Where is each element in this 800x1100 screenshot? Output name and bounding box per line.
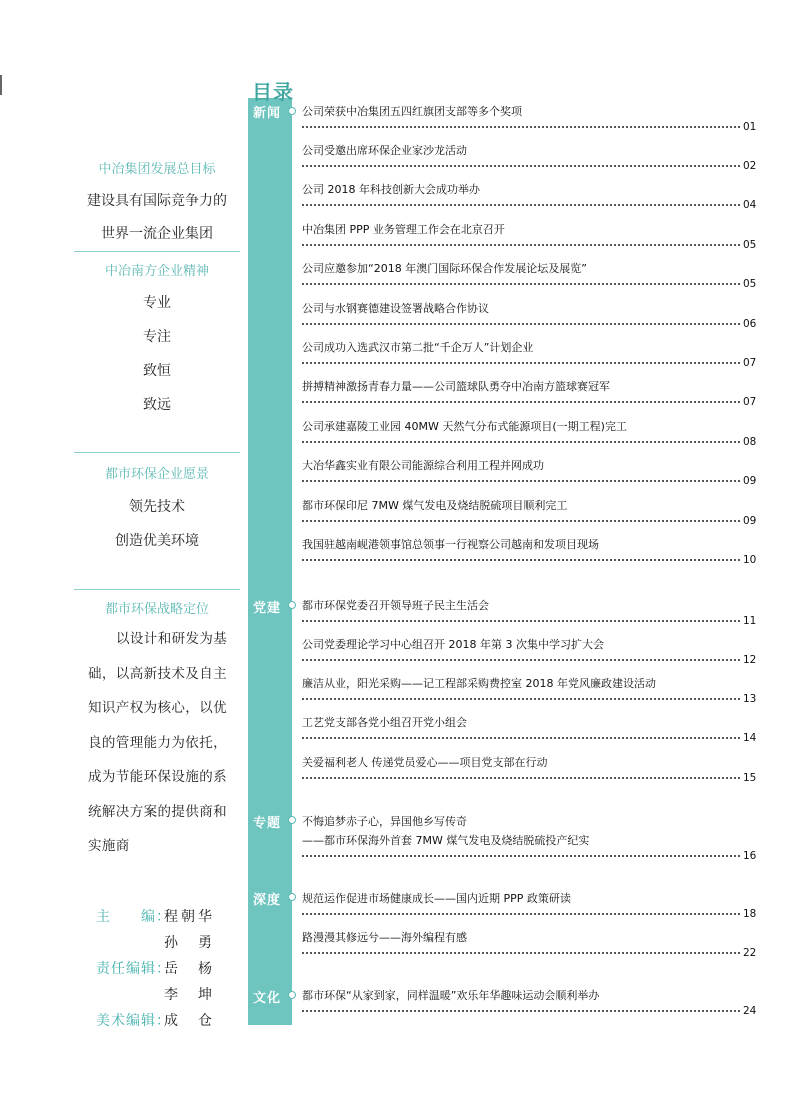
- leader-dots: [302, 777, 740, 779]
- leader-dots: [302, 559, 740, 561]
- category-feature: 专题: [253, 816, 282, 831]
- leader-dots: [302, 1010, 740, 1012]
- staff-name: 程朝华: [164, 909, 215, 925]
- leader-dots: [302, 441, 740, 443]
- leader-dots: [302, 362, 740, 364]
- leader-dots: [302, 165, 740, 167]
- category-culture: 文化: [253, 991, 282, 1006]
- toc-entry-title[interactable]: 公司与水钢赛德建设签署战略合作协议: [302, 302, 489, 315]
- toc-entry-title[interactable]: 公司成功入选武汉市第二批“千企万人”计划企业: [302, 341, 534, 354]
- staff-role-responsible-editor: 责任编辑：: [96, 961, 171, 977]
- page-number: 16: [743, 850, 757, 862]
- page-number: 08: [743, 436, 757, 448]
- toc-entry-title[interactable]: 不悔追梦赤子心，异国他乡写传奇: [302, 815, 467, 828]
- group-goal-line: 世界一流企业集团: [101, 226, 213, 242]
- page-number: 06: [743, 318, 757, 330]
- toc-entry-title[interactable]: 我国驻越南岘港领事馆总领事一行视察公司越南和发项目现场: [302, 538, 599, 551]
- corner-mark: [0, 75, 2, 95]
- section-title-group-goal: 中冶集团发展总目标: [98, 161, 216, 176]
- category-bar: [248, 98, 292, 1025]
- leader-dots: [302, 952, 740, 954]
- divider: [74, 452, 240, 453]
- section-title-spirit: 中冶南方企业精神: [104, 263, 209, 278]
- spirit-line: 专注: [143, 329, 171, 345]
- toc-entry-title[interactable]: 公司应邀参加“2018 年澳门国际环保合作发展论坛及展览”: [302, 262, 587, 275]
- leader-dots: [302, 620, 740, 622]
- toc-entry-subtitle[interactable]: ——都市环保海外首套 7MW 煤气发电及烧结脱硫投产纪实: [302, 834, 590, 847]
- toc-entry-title[interactable]: 都市环保党委召开领导班子民主生活会: [302, 599, 489, 612]
- leader-dots: [302, 401, 740, 403]
- page-number: 14: [743, 732, 757, 744]
- toc-entry-title[interactable]: 公司承建嘉陵工业园 40MW 天然气分布式能源项目(一期工程)完工: [302, 420, 627, 433]
- page-number: 07: [743, 396, 757, 408]
- page-number: 12: [743, 654, 757, 666]
- toc-entry-title[interactable]: 规范运作促进市场健康成长——国内近期 PPP 政策研读: [302, 892, 571, 905]
- category-news: 新闻: [253, 106, 282, 121]
- leader-dots: [302, 480, 740, 482]
- strategy-paragraph: 以设计和研发为基础，以高新技术及自主知识产权为核心，以优良的管理能力为依托，成为节能环保设施的系统解决方案的提供商和实施商: [88, 631, 228, 854]
- page-number: 18: [743, 908, 757, 920]
- leader-dots: [302, 244, 740, 246]
- staff-name: 孙 勇: [164, 935, 215, 951]
- toc-entry-title[interactable]: 中冶集团 PPP 业务管理工作会在北京召开: [302, 223, 505, 236]
- staff-name: 李 坤: [164, 987, 215, 1003]
- divider: [74, 251, 240, 252]
- bullet-icon: [288, 816, 296, 824]
- staff-name: 岳 杨: [164, 961, 215, 977]
- leader-dots: [302, 520, 740, 522]
- page-number: 09: [743, 515, 757, 527]
- staff-name: 成 仓: [164, 1013, 215, 1029]
- toc-entry-title[interactable]: 关爱福利老人 传递党员爱心——项目党支部在行动: [302, 756, 548, 769]
- toc-entry-title[interactable]: 公司党委理论学习中心组召开 2018 年第 3 次集中学习扩大会: [302, 638, 604, 651]
- toc-entry-title[interactable]: 公司荣获中冶集团五四红旗团支部等多个奖项: [302, 105, 522, 118]
- toc-entry-title[interactable]: 廉洁从业，阳光采购——记工程部采购费控室 2018 年党风廉政建设活动: [302, 677, 656, 690]
- page-number: 02: [743, 160, 757, 172]
- staff-role-editor: 主 编：: [96, 909, 171, 925]
- page-number: 24: [743, 1005, 757, 1017]
- page-number: 04: [743, 199, 757, 211]
- section-title-strategy: 都市环保战略定位: [104, 601, 209, 616]
- toc-entry-title[interactable]: 都市环保“从家到家，同样温暖”欢乐年华趣味运动会顺利举办: [302, 989, 600, 1002]
- leader-dots: [302, 126, 740, 128]
- page-number: 07: [743, 357, 757, 369]
- section-title-vision: 都市环保企业愿景: [104, 466, 209, 481]
- spirit-line: 专业: [143, 295, 171, 311]
- bullet-icon: [288, 107, 296, 115]
- leader-dots: [302, 323, 740, 325]
- page-number: 11: [743, 615, 757, 627]
- page-number: 09: [743, 475, 757, 487]
- vision-line: 领先技术: [129, 499, 185, 515]
- leader-dots: [302, 698, 740, 700]
- page-number: 15: [743, 772, 757, 784]
- vision-line: 创造优美环境: [115, 533, 199, 549]
- toc-entry-title[interactable]: 公司 2018 年科技创新大会成功举办: [302, 183, 480, 196]
- page-number: 22: [743, 947, 757, 959]
- category-party: 党建: [253, 601, 282, 616]
- leader-dots: [302, 737, 740, 739]
- page-number: 05: [743, 278, 757, 290]
- toc-entry-title[interactable]: 拼搏精神激扬青春力量——公司篮球队勇夺中冶南方篮球赛冠军: [302, 380, 610, 393]
- page-number: 01: [743, 121, 757, 133]
- group-goal-line: 建设具有国际竞争力的: [87, 193, 227, 209]
- toc-entry-title[interactable]: 都市环保印尼 7MW 煤气发电及烧结脱硫项目顺利完工: [302, 499, 568, 512]
- toc-title: 目录: [252, 80, 294, 104]
- page-number: 10: [743, 554, 757, 566]
- leader-dots: [302, 283, 740, 285]
- toc-entry-title[interactable]: 路漫漫其修远兮——海外编程有感: [302, 931, 467, 944]
- page-number: 05: [743, 239, 757, 251]
- toc-entry-title[interactable]: 公司受邀出席环保企业家沙龙活动: [302, 144, 467, 157]
- leader-dots: [302, 913, 740, 915]
- spirit-line: 致恒: [143, 363, 171, 379]
- leader-dots: [302, 855, 740, 857]
- bullet-icon: [288, 991, 296, 999]
- page-number: 13: [743, 693, 757, 705]
- bullet-icon: [288, 893, 296, 901]
- category-depth: 深度: [253, 893, 282, 908]
- leader-dots: [302, 659, 740, 661]
- divider: [74, 589, 240, 590]
- left-sidebar: [0, 0, 250, 1100]
- bullet-icon: [288, 601, 296, 609]
- leader-dots: [302, 204, 740, 206]
- spirit-line: 致远: [143, 397, 171, 413]
- toc-entry-title[interactable]: 工艺党支部各党小组召开党小组会: [302, 716, 467, 729]
- toc-entry-title[interactable]: 大冶华鑫实业有限公司能源综合利用工程并网成功: [302, 459, 544, 472]
- staff-role-art-editor: 美术编辑：: [96, 1013, 171, 1029]
